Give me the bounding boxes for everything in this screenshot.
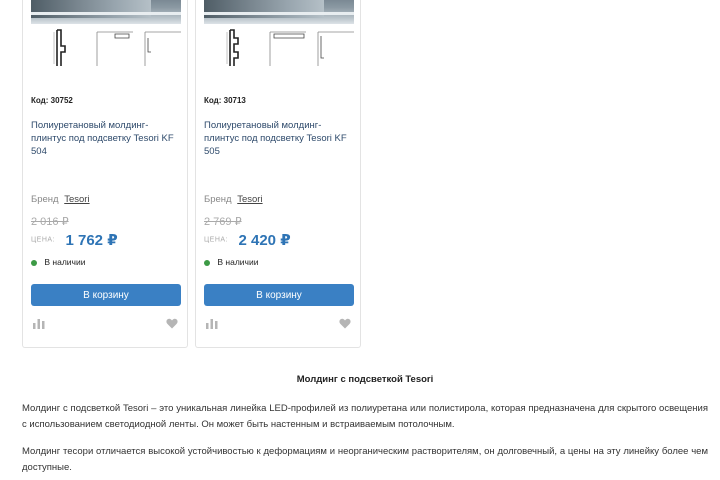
stock-label: В наличии (217, 257, 259, 267)
stock-status (31, 257, 85, 267)
article-section (22, 374, 708, 480)
product-title-link[interactable]: Полиуретановый молдинг-плинтус под подсветку Tesori KF 504 (31, 120, 174, 157)
in-stock-dot-icon (204, 260, 210, 266)
compare-icon[interactable] (206, 318, 218, 329)
brand-link[interactable]: Tesori (64, 194, 90, 205)
product-photo[interactable] (204, 0, 354, 24)
price-label: ЦЕНА: (31, 236, 56, 244)
article-paragraph: Молдинг с подсветкой Tesori – это уникальная линейка LED-профилей из полиуретана или полистирола, которая предназначена для скрытого освещения с использованием светодиодной ленты. Он может быть настенным и встраиваемым потолочным. (22, 403, 708, 430)
price-value: 2 420 ₽ (238, 232, 291, 249)
brand-label: Бренд (31, 194, 59, 205)
article-heading: Молдинг с подсветкой Tesori (296, 374, 434, 385)
profile-drawings (23, 28, 189, 76)
price-value: 1 762 ₽ (65, 232, 118, 249)
stock-label: В наличии (44, 257, 86, 267)
product-code: Код: 30713 (204, 96, 246, 105)
product-card (22, 0, 188, 348)
brand-link[interactable]: Tesori (237, 194, 263, 205)
product-title-link[interactable]: Полиуретановый молдинг-плинтус под подсветку Tesori KF 505 (204, 120, 347, 157)
price-row (204, 231, 291, 249)
heart-icon[interactable] (166, 318, 178, 329)
add-to-cart-button[interactable]: В корзину (204, 284, 354, 306)
add-to-cart-button[interactable]: В корзину (31, 284, 181, 306)
price-label: ЦЕНА: (204, 236, 229, 244)
old-price: 2 769 ₽ (204, 216, 242, 228)
old-price: 2 016 ₽ (31, 216, 69, 228)
brand-row (204, 194, 263, 205)
stock-status (204, 257, 258, 267)
heart-icon[interactable] (339, 318, 351, 329)
brand-label: Бренд (204, 194, 232, 205)
price-row (31, 231, 118, 249)
product-photo[interactable] (31, 0, 181, 24)
product-card (195, 0, 361, 348)
brand-row (31, 194, 90, 205)
in-stock-dot-icon (31, 260, 37, 266)
compare-icon[interactable] (33, 318, 45, 329)
profile-drawings (196, 28, 362, 76)
product-code: Код: 30752 (31, 96, 73, 105)
article-paragraph: Молдинг тесори отличается высокой устойчивостью к деформациям и неорганическим растворителям, он долговечный, а цены на эту линейку более чем доступные. (22, 446, 708, 473)
